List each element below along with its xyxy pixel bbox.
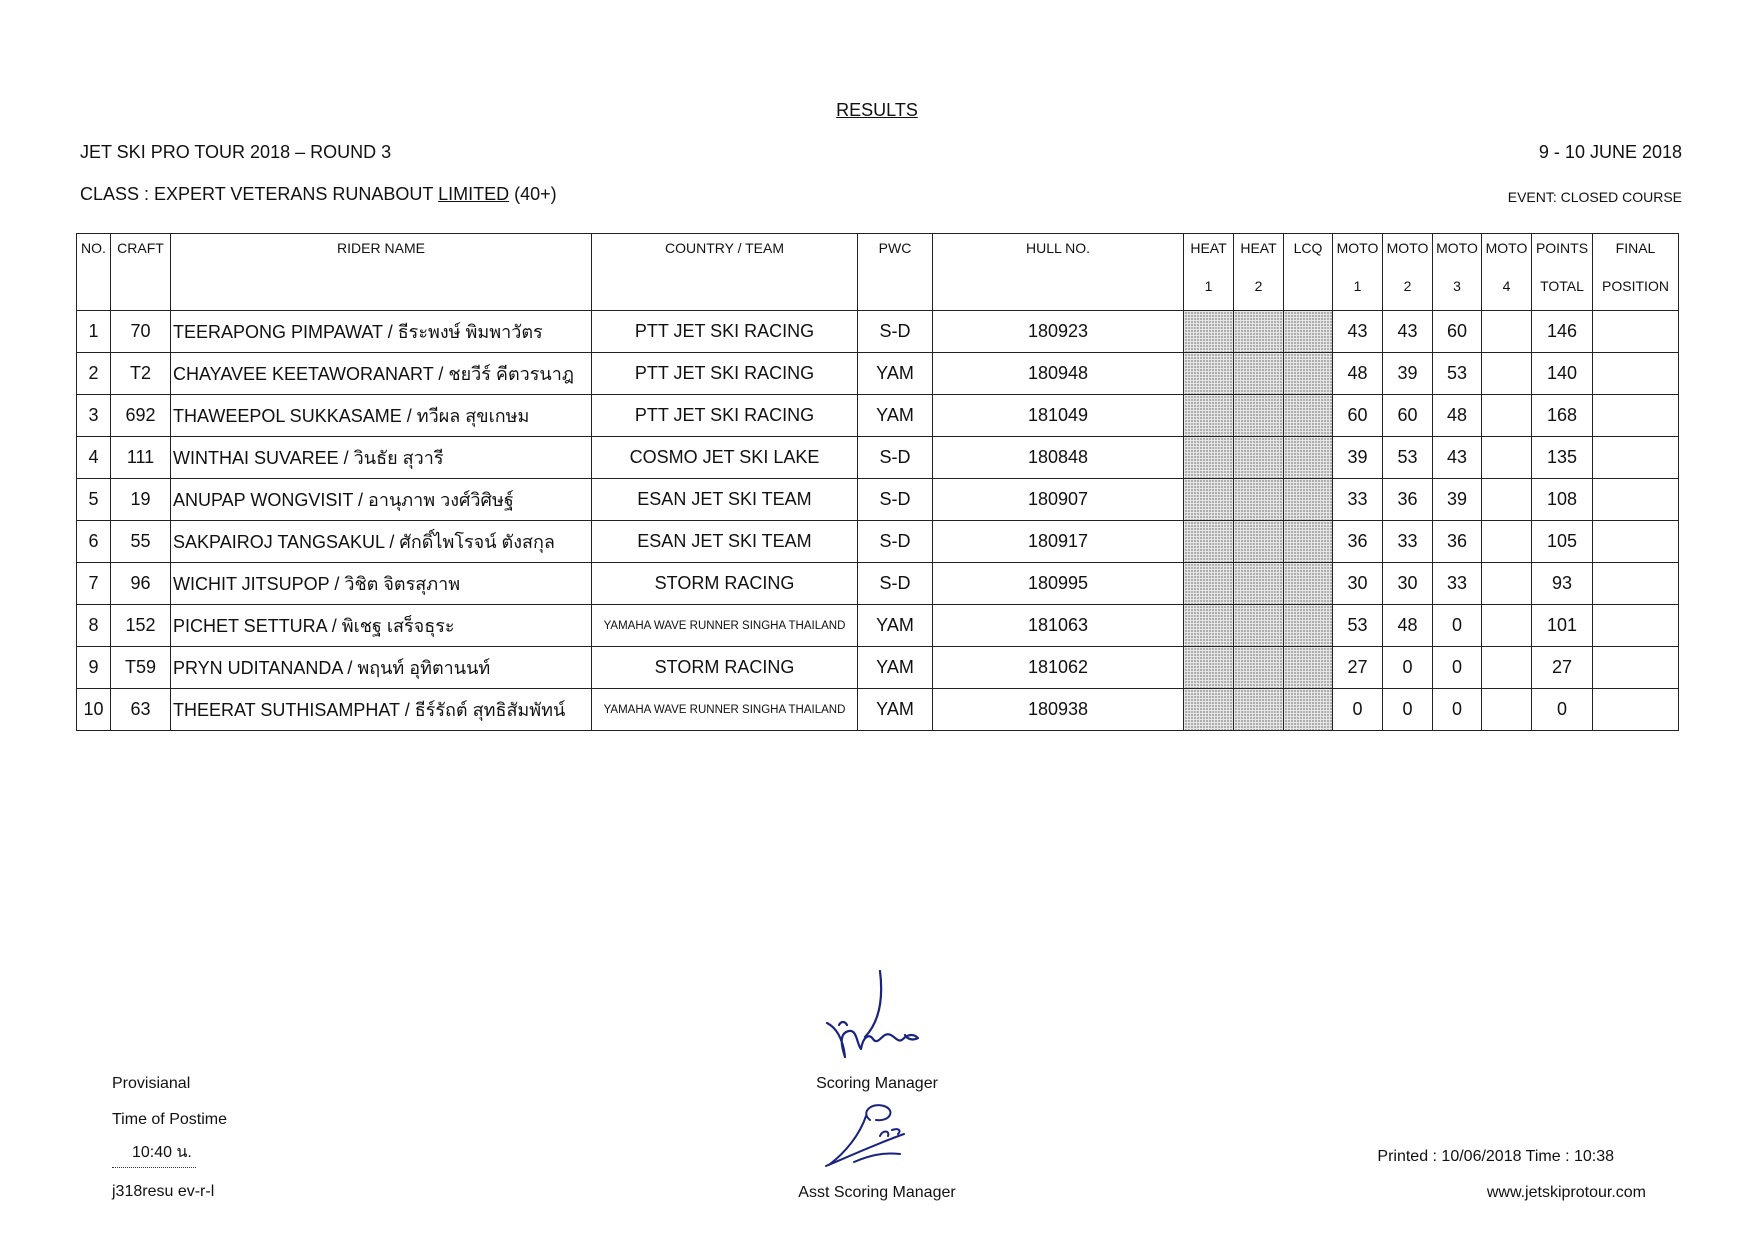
cell-lcq (1284, 689, 1333, 731)
cell-no: 6 (77, 521, 111, 563)
cell-craft: 55 (111, 521, 171, 563)
cell-rider-name: THAWEEPOL SUKKASAME / ทวีผล สุขเกษม (171, 395, 592, 437)
cell-heat-2 (1234, 395, 1284, 437)
cell-moto-4 (1482, 311, 1532, 353)
cell-rider-name: CHAYAVEE KEETAWORANART / ชยวีร์ คีตวรนาฎ (171, 353, 592, 395)
header-heat-1: HEAT (1184, 234, 1234, 273)
class-line (80, 184, 557, 205)
cell-country-team: STORM RACING (592, 647, 858, 689)
cell-moto-2: 30 (1383, 563, 1433, 605)
cell-moto-3: 53 (1433, 353, 1482, 395)
cell-moto-1: 27 (1333, 647, 1383, 689)
cell-craft: T59 (111, 647, 171, 689)
website-link: www.jetskiprotour.com (1486, 1184, 1646, 1201)
cell-lcq (1284, 353, 1333, 395)
cell-pwc: S-D (858, 479, 933, 521)
cell-heat-1 (1184, 437, 1234, 479)
cell-hull-no: 181049 (933, 395, 1184, 437)
header-heat-2: HEAT (1234, 234, 1284, 273)
cell-country-team: ESAN JET SKI TEAM (592, 521, 858, 563)
cell-heat-2 (1234, 353, 1284, 395)
cell-craft: 63 (111, 689, 171, 731)
cell-moto-4 (1482, 521, 1532, 563)
cell-rider-name: WICHIT JITSUPOP / วิชิต จิตรสุภาพ (171, 563, 592, 605)
cell-craft: 70 (111, 311, 171, 353)
table-row (77, 395, 1679, 437)
cell-moto-4 (1482, 689, 1532, 731)
cell-pwc: YAM (858, 689, 933, 731)
cell-points-total: 0 (1532, 689, 1593, 731)
cell-moto-2: 0 (1383, 689, 1433, 731)
asst-scoring-manager-label: Asst Scoring Manager (798, 1184, 956, 1201)
header-lcq: LCQ (1284, 234, 1333, 311)
cell-rider-name: TEERAPONG PIMPAWAT / ธีระพงษ์ พิมพาวัตร (171, 311, 592, 353)
header-no: NO. (77, 234, 111, 311)
cell-heat-2 (1234, 521, 1284, 563)
cell-pwc: S-D (858, 437, 933, 479)
cell-rider-name: PRYN UDITANANDA / พฤนท์ อุทิตานนท์ (171, 647, 592, 689)
cell-hull-no: 180995 (933, 563, 1184, 605)
cell-moto-1: 30 (1333, 563, 1383, 605)
cell-points-total: 146 (1532, 311, 1593, 353)
cell-heat-1 (1184, 521, 1234, 563)
cell-final-position (1593, 479, 1679, 521)
cell-no: 5 (77, 479, 111, 521)
cell-no: 3 (77, 395, 111, 437)
cell-lcq (1284, 605, 1333, 647)
cell-moto-3: 48 (1433, 395, 1482, 437)
table-row (77, 605, 1679, 647)
header-moto-4: MOTO (1482, 234, 1532, 273)
cell-moto-3: 60 (1433, 311, 1482, 353)
cell-moto-3: 39 (1433, 479, 1482, 521)
cell-country-team: PTT JET SKI RACING (592, 311, 858, 353)
cell-heat-2 (1234, 479, 1284, 521)
cell-moto-4 (1482, 437, 1532, 479)
status-label: Provisianal (112, 1075, 191, 1092)
asst-scoring-manager-signature (820, 1100, 920, 1180)
cell-heat-2 (1234, 647, 1284, 689)
cell-hull-no: 180923 (933, 311, 1184, 353)
cell-moto-4 (1482, 563, 1532, 605)
cell-moto-2: 0 (1383, 647, 1433, 689)
cell-moto-3: 43 (1433, 437, 1482, 479)
cell-lcq (1284, 311, 1333, 353)
cell-country-team: PTT JET SKI RACING (592, 353, 858, 395)
cell-final-position (1593, 647, 1679, 689)
cell-heat-1 (1184, 311, 1234, 353)
cell-country-team: YAMAHA WAVE RUNNER SINGHA THAILAND (592, 689, 858, 731)
postime-label: Time of Postime (112, 1111, 227, 1128)
header-final-position: POSITION (1593, 272, 1679, 311)
cell-heat-1 (1184, 605, 1234, 647)
cell-hull-no: 180938 (933, 689, 1184, 731)
cell-points-total: 135 (1532, 437, 1593, 479)
cell-moto-4 (1482, 353, 1532, 395)
cell-moto-2: 60 (1383, 395, 1433, 437)
header-country-team: COUNTRY / TEAM (592, 234, 858, 311)
cell-pwc: S-D (858, 563, 933, 605)
cell-heat-2 (1234, 437, 1284, 479)
cell-lcq (1284, 563, 1333, 605)
table-row (77, 479, 1679, 521)
cell-moto-1: 36 (1333, 521, 1383, 563)
table-row (77, 437, 1679, 479)
cell-lcq (1284, 521, 1333, 563)
cell-rider-name: PICHET SETTURA / พิเชฐ เสร็จธุระ (171, 605, 592, 647)
cell-rider-name: THEERAT SUTHISAMPHAT / ธีร์รัถต์ สุทธิสัมพัทน์ (171, 689, 592, 731)
cell-final-position (1593, 395, 1679, 437)
table-row (77, 353, 1679, 395)
class-limited: LIMITED (438, 184, 510, 204)
table-row (77, 311, 1679, 353)
cell-no: 4 (77, 437, 111, 479)
event-name: JET SKI PRO TOUR 2018 – ROUND 3 (80, 142, 392, 162)
cell-country-team: ESAN JET SKI TEAM (592, 479, 858, 521)
cell-craft: 692 (111, 395, 171, 437)
cell-moto-4 (1482, 647, 1532, 689)
cell-moto-2: 39 (1383, 353, 1433, 395)
document-code: j318resu ev-r-l (112, 1183, 215, 1200)
cell-points-total: 140 (1532, 353, 1593, 395)
cell-points-total: 108 (1532, 479, 1593, 521)
cell-heat-2 (1234, 605, 1284, 647)
cell-moto-2: 48 (1383, 605, 1433, 647)
cell-moto-3: 0 (1433, 605, 1482, 647)
header-moto-4-number: 4 (1482, 272, 1532, 311)
cell-moto-1: 60 (1333, 395, 1383, 437)
cell-heat-1 (1184, 479, 1234, 521)
cell-pwc: S-D (858, 311, 933, 353)
cell-moto-2: 36 (1383, 479, 1433, 521)
table-row (77, 563, 1679, 605)
cell-points-total: 27 (1532, 647, 1593, 689)
cell-points-total: 105 (1532, 521, 1593, 563)
cell-heat-1 (1184, 395, 1234, 437)
cell-points-total: 168 (1532, 395, 1593, 437)
cell-moto-1: 48 (1333, 353, 1383, 395)
cell-final-position (1593, 437, 1679, 479)
cell-no: 8 (77, 605, 111, 647)
table-row (77, 521, 1679, 563)
cell-final-position (1593, 563, 1679, 605)
cell-final-position (1593, 521, 1679, 563)
header-moto-1-number: 1 (1333, 272, 1383, 311)
event-dates: 9 - 10 JUNE 2018 (1538, 142, 1682, 162)
cell-moto-1: 0 (1333, 689, 1383, 731)
scoring-manager-signature (815, 965, 930, 1065)
cell-lcq (1284, 647, 1333, 689)
cell-hull-no: 180948 (933, 353, 1184, 395)
cell-heat-2 (1234, 689, 1284, 731)
cell-final-position (1593, 353, 1679, 395)
cell-moto-2: 43 (1383, 311, 1433, 353)
header-points: POINTS (1532, 234, 1593, 273)
class-prefix: CLASS : EXPERT VETERANS RUNABOUT (80, 184, 439, 204)
cell-hull-no: 180907 (933, 479, 1184, 521)
cell-lcq (1284, 395, 1333, 437)
cell-rider-name: SAKPAIROJ TANGSAKUL / ศักดิ์ไพโรจน์ ตังสกุล (171, 521, 592, 563)
cell-craft: T2 (111, 353, 171, 395)
cell-no: 9 (77, 647, 111, 689)
cell-craft: 152 (111, 605, 171, 647)
cell-moto-4 (1482, 479, 1532, 521)
cell-hull-no: 181063 (933, 605, 1184, 647)
cell-hull-no: 180917 (933, 521, 1184, 563)
postime-value-line (112, 1140, 196, 1168)
cell-points-total: 93 (1532, 563, 1593, 605)
printed-timestamp: Printed : 10/06/2018 Time : 10:38 (1377, 1148, 1614, 1165)
cell-moto-1: 43 (1333, 311, 1383, 353)
cell-hull-no: 180848 (933, 437, 1184, 479)
cell-moto-4 (1482, 605, 1532, 647)
header-heat-1-number: 1 (1184, 272, 1234, 311)
cell-moto-2: 53 (1383, 437, 1433, 479)
cell-no: 2 (77, 353, 111, 395)
cell-heat-1 (1184, 689, 1234, 731)
header-craft: CRAFT (111, 234, 171, 311)
cell-moto-3: 0 (1433, 647, 1482, 689)
cell-lcq (1284, 479, 1333, 521)
header-heat-2-number: 2 (1234, 272, 1284, 311)
cell-no: 10 (77, 689, 111, 731)
cell-points-total: 101 (1532, 605, 1593, 647)
cell-moto-3: 33 (1433, 563, 1482, 605)
header-moto-3-number: 3 (1433, 272, 1482, 311)
class-suffix: (40+) (509, 184, 557, 204)
cell-pwc: YAM (858, 647, 933, 689)
cell-heat-2 (1234, 563, 1284, 605)
cell-heat-2 (1234, 311, 1284, 353)
header-rider-name: RIDER NAME (171, 234, 592, 311)
cell-country-team: COSMO JET SKI LAKE (592, 437, 858, 479)
header-moto-2-number: 2 (1383, 272, 1433, 311)
header-pwc: PWC (858, 234, 933, 311)
cell-final-position (1593, 311, 1679, 353)
cell-moto-1: 53 (1333, 605, 1383, 647)
cell-lcq (1284, 437, 1333, 479)
event-type: EVENT: CLOSED COURSE (1507, 189, 1682, 205)
results-body (77, 311, 1679, 731)
cell-heat-1 (1184, 647, 1234, 689)
header-moto-1: MOTO (1333, 234, 1383, 273)
cell-rider-name: WINTHAI SUVAREE / วินธัย สุวารี (171, 437, 592, 479)
cell-country-team: STORM RACING (592, 563, 858, 605)
cell-moto-1: 33 (1333, 479, 1383, 521)
table-row (77, 689, 1679, 731)
header-hull-no: HULL NO. (933, 234, 1184, 311)
scoring-manager-label: Scoring Manager (816, 1075, 938, 1092)
postime-value: 10:40 น. (112, 1140, 196, 1168)
cell-craft: 19 (111, 479, 171, 521)
document-title: RESULTS (836, 100, 918, 120)
cell-final-position (1593, 605, 1679, 647)
header-final: FINAL (1593, 234, 1679, 273)
cell-moto-4 (1482, 395, 1532, 437)
cell-moto-3: 0 (1433, 689, 1482, 731)
cell-craft: 96 (111, 563, 171, 605)
cell-craft: 111 (111, 437, 171, 479)
cell-heat-1 (1184, 563, 1234, 605)
cell-no: 7 (77, 563, 111, 605)
cell-moto-1: 39 (1333, 437, 1383, 479)
cell-pwc: S-D (858, 521, 933, 563)
cell-country-team: YAMAHA WAVE RUNNER SINGHA THAILAND (592, 605, 858, 647)
header-points-total: TOTAL (1532, 272, 1593, 311)
cell-heat-1 (1184, 353, 1234, 395)
cell-no: 1 (77, 311, 111, 353)
cell-pwc: YAM (858, 353, 933, 395)
cell-pwc: YAM (858, 605, 933, 647)
cell-hull-no: 181062 (933, 647, 1184, 689)
results-table (76, 233, 1679, 731)
header-moto-2: MOTO (1383, 234, 1433, 273)
cell-country-team: PTT JET SKI RACING (592, 395, 858, 437)
cell-moto-2: 33 (1383, 521, 1433, 563)
cell-moto-3: 36 (1433, 521, 1482, 563)
cell-final-position (1593, 689, 1679, 731)
table-row (77, 647, 1679, 689)
cell-rider-name: ANUPAP WONGVISIT / อานุภาพ วงศ์วิศิษฐ์ (171, 479, 592, 521)
cell-pwc: YAM (858, 395, 933, 437)
header-moto-3: MOTO (1433, 234, 1482, 273)
